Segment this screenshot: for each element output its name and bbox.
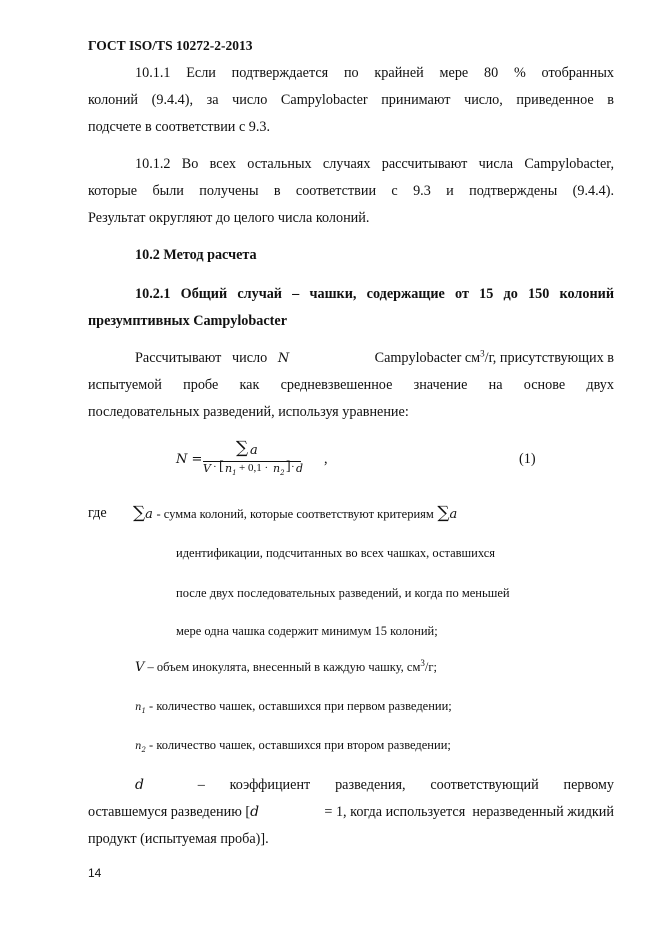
formula-number: (1)	[519, 451, 536, 467]
symbol-N: N	[277, 351, 290, 366]
definition-d-line-3: продукт (испытуемая проба)].	[88, 831, 269, 847]
calc-text-part-1: Рассчитывают число N	[135, 350, 290, 366]
definition-n2	[135, 735, 451, 757]
n1-subscript: 1	[141, 707, 146, 715]
document-header: ГОСТ ISO/TS 10272-2-2013	[88, 38, 253, 53]
definition-d-line-2	[88, 802, 614, 822]
paragraph-10-1-1-line-1: 10.1.1 Если подтверждается по крайней мере 80 % отобранных	[135, 65, 614, 81]
subsection-heading-10-2-1-line-1: 10.2.1 Общий случай – чашки, содержащие от 15 до 150 колоний	[135, 286, 614, 302]
superscript-3: 3	[480, 348, 485, 359]
den-n1-letter: n	[225, 462, 233, 475]
paragraph-10-1-2-line-1: 10.1.2 Во всех остальных случаях рассчитывают числа Campylobacter,	[135, 156, 614, 172]
formula-1	[176, 438, 306, 481]
calc-tail-text: /г, присутствующих в	[484, 350, 614, 366]
definition-n1-text: - количество чашек, оставшихся при первом разведении;	[145, 699, 452, 713]
formula-den-d: d	[296, 462, 304, 475]
formula-den-n1	[225, 462, 237, 478]
definition-d-line-2-part-2: = 1, когда используется неразведенный жидкий	[320, 804, 614, 820]
definition-V-text: – объем инокулята, внесенный в каждую чашку, см	[144, 660, 421, 674]
where-sum-a: a	[145, 507, 153, 522]
formula-den-n2	[273, 462, 285, 478]
definition-n2-text: - количество чашек, оставшихся при втором разведении;	[145, 738, 451, 752]
calculation-paragraph-line-1	[135, 348, 614, 369]
den-n2-letter: n	[273, 462, 281, 475]
where-sum-line	[133, 503, 457, 525]
formula-den-dot: ·	[213, 461, 217, 473]
calc-unit-text: Campylobacter см	[374, 350, 481, 366]
where-line-4: мере одна чашка содержит минимум 15 колоний;	[176, 624, 438, 638]
calculation-paragraph-line-2: испытуемой пробе как средневзвешенное значение на основе двух	[88, 377, 614, 393]
subsection-heading-10-2-1-line-2: презумптивных Campylobacter	[88, 313, 287, 329]
formula-lhs: N =	[176, 452, 203, 467]
calculation-paragraph-line-3: последовательных разведений, используя уравнение:	[88, 404, 409, 420]
formula-den-plus: + 0,1 ·	[239, 462, 269, 474]
section-heading-10-2: 10.2 Метод расчета	[135, 247, 257, 263]
definition-V	[135, 657, 437, 678]
page-number: 14	[88, 866, 102, 880]
definition-n1	[135, 696, 452, 718]
paragraph-10-1-2-line-2: которые были получены в соответствии с 9.3 и подтверждены (9.4.4).	[88, 183, 614, 199]
definition-n2-symbol	[135, 741, 146, 752]
n2-subscript: 2	[141, 746, 146, 754]
formula-den-open-bracket: [	[219, 459, 224, 474]
definition-V-superscript: 3	[420, 657, 425, 668]
formula-den-close-bracket: ]	[286, 459, 291, 474]
calc-text-part-2	[375, 348, 614, 369]
paragraph-10-1-2-line-3: Результат округляют до целого числа колоний.	[88, 210, 370, 226]
definition-d-line-1	[135, 775, 614, 795]
formula-den-V: V	[203, 462, 211, 475]
where-line-2: идентификации, подсчитанных во всех чашках, оставшихся	[176, 546, 496, 560]
where-line-3: после двух последовательных разведений, и когда по меньшей	[176, 586, 510, 600]
definition-d-line-2-part-1	[88, 802, 259, 822]
formula-numerator-a: a	[250, 443, 258, 458]
n2-letter: n	[135, 741, 142, 752]
where-sum-sign: ∑	[133, 503, 146, 523]
definition-d-l2-symbol: d	[250, 804, 260, 820]
paragraph-10-1-1-line-3: подсчете в соответствии с 9.3.	[88, 119, 271, 135]
definition-d-symbol: d	[135, 777, 144, 793]
definition-d-text: – коэффициент разведения, соответствующий первому	[197, 777, 614, 793]
definition-d-l2a: оставшемуся разведению [	[88, 804, 251, 820]
where-criteria-sum-a: a	[449, 507, 458, 522]
den-n2-subscript: 2	[280, 469, 285, 478]
where-label: где	[88, 505, 107, 521]
definition-n1-symbol	[135, 702, 146, 713]
where-sum-definition: - сумма колоний, которые соответствуют критериям	[156, 507, 434, 521]
formula-sum-sign: ∑	[236, 438, 249, 458]
definition-V-tail: /г;	[424, 660, 437, 674]
definition-V-symbol: V	[135, 660, 145, 675]
formula-den-dot-2: ·	[291, 461, 295, 473]
paragraph-10-1-1-line-2: колоний (9.4.4), за число Campylobacter принимают число, приведенное в	[88, 92, 614, 108]
where-criteria-sum-sign: ∑	[437, 503, 450, 523]
den-n1-subscript: 1	[232, 469, 237, 478]
formula-comma: ,	[324, 451, 328, 467]
n1-letter: n	[135, 702, 142, 713]
